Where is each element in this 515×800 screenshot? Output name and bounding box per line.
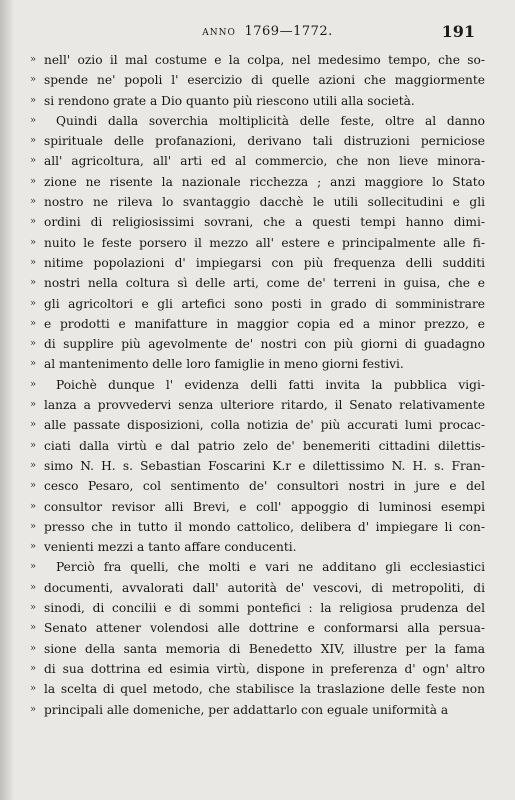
guillemet-mark: » xyxy=(30,500,37,512)
guillemet-mark: » xyxy=(30,581,37,593)
guillemet-mark: » xyxy=(30,54,37,65)
guillemet-mark: » xyxy=(30,459,37,471)
guillemet-mark: » xyxy=(30,94,37,106)
guillemet-mark: » xyxy=(30,114,37,126)
line-text: si rendono grate a Dio quanto più riescono utili alla società. xyxy=(44,93,415,108)
guillemet-mark: » xyxy=(30,703,37,715)
line-text: alle passate disposizioni, colla notizia de' più accurati lumi procac- xyxy=(44,418,485,433)
running-title-years: 1769—1772. xyxy=(244,24,333,39)
text-line xyxy=(30,172,485,192)
text-line xyxy=(30,131,485,151)
line-text: nuito le feste porsero il mezzo all' estere e principalmente alle fi- xyxy=(44,235,485,250)
text-line xyxy=(30,253,485,273)
text-line xyxy=(30,456,485,476)
text-line xyxy=(30,111,485,131)
guillemet-mark: » xyxy=(30,480,37,492)
running-title-anno: ANNO xyxy=(202,28,236,38)
line-text: principali alle domeniche, per addattarlo con eguale uniformità a xyxy=(44,702,449,717)
line-text: nell' ozio il mal costume e la colpa, nel medesimo tempo, che so- xyxy=(44,53,485,67)
line-text: sinodi, di concilii e di sommi pontefici : la religiosa prudenza del xyxy=(44,601,485,616)
line-text: sione della santa memoria di Benedetto XIV, illustre per la fama xyxy=(44,641,485,656)
text-line xyxy=(30,395,485,415)
guillemet-mark: » xyxy=(30,74,37,86)
guillemet-mark: » xyxy=(30,622,37,634)
text-line xyxy=(30,70,485,90)
line-text: Quindi dalla soverchia moltiplicità delle feste, oltre al danno xyxy=(56,113,485,128)
text-line xyxy=(30,314,485,334)
guillemet-mark: » xyxy=(30,297,37,309)
guillemet-mark: » xyxy=(30,155,37,167)
text-line xyxy=(30,557,485,577)
line-text: Senato attener volendosi alle dottrine e conformarsi alla persua- xyxy=(44,621,485,636)
text-line xyxy=(30,659,485,679)
text-line xyxy=(30,415,485,435)
text-line xyxy=(30,151,485,171)
line-text: al mantenimento delle loro famiglie in meno giorni festivi. xyxy=(44,357,404,372)
text-line xyxy=(30,212,485,232)
line-text: lanza a provvedervi senza ulteriore ritardo, il Senato relativamente xyxy=(44,398,485,413)
line-text: zione ne risente la nazionale ricchezza ; anzi maggiore lo Stato xyxy=(44,174,485,189)
guillemet-mark: » xyxy=(30,419,37,431)
line-text: ordini di religiosissimi sovrani, che a questi tempi hanno dimi- xyxy=(44,215,485,230)
guillemet-mark: » xyxy=(30,602,37,614)
guillemet-mark: » xyxy=(30,378,37,390)
line-text: di sua dottrina ed esimia virtù, dispone in preferenza d' ogn' altro xyxy=(44,661,485,676)
guillemet-mark: » xyxy=(30,196,37,208)
page-number: 191 xyxy=(441,22,475,41)
text-line xyxy=(30,598,485,618)
page-body-text xyxy=(30,50,485,720)
line-text: documenti, avvalorati dall' autorità de' vescovi, di metropoliti, di xyxy=(44,580,485,595)
line-text: Perciò fra quelli, che molti e vari ne additano gli ecclesiastici xyxy=(56,560,485,575)
page-header xyxy=(60,22,475,44)
line-text: spirituale delle profanazioni, derivano tali distruzioni perniciose xyxy=(44,134,485,149)
text-line xyxy=(30,578,485,598)
text-line xyxy=(30,294,485,314)
line-text: all' agricoltura, all' arti ed al commercio, che non lieve minora- xyxy=(44,154,485,169)
text-line xyxy=(30,497,485,517)
text-line xyxy=(30,375,485,395)
text-line xyxy=(30,334,485,354)
guillemet-mark: » xyxy=(30,175,37,187)
guillemet-mark: » xyxy=(30,541,37,553)
line-text: la scelta di quel metodo, che stabilisce la traslazione delle feste non xyxy=(44,682,485,697)
running-title xyxy=(60,24,475,39)
text-line xyxy=(30,354,485,374)
line-text: cesco Pesaro, col sentimento de' consultori nostri in jure e del xyxy=(44,479,485,494)
line-text: simo N. H. s. Sebastian Foscarini K.r e dilettissimo N. H. s. Fran- xyxy=(44,458,485,473)
guillemet-mark: » xyxy=(30,358,37,370)
guillemet-mark: » xyxy=(30,236,37,248)
guillemet-mark: » xyxy=(30,561,37,573)
guillemet-mark: » xyxy=(30,642,37,654)
text-line xyxy=(30,639,485,659)
guillemet-mark: » xyxy=(30,338,37,350)
line-text: gli agricoltori e gli artefici sono posti in grado di somministrare xyxy=(44,296,485,311)
guillemet-mark: » xyxy=(30,277,37,289)
line-text: ciati dalla virtù e dal patrio zelo de' benemeriti cittadini dilettis- xyxy=(44,438,485,453)
guillemet-mark: » xyxy=(30,683,37,695)
guillemet-mark: » xyxy=(30,135,37,147)
line-text: spende ne' popoli l' esercizio di quelle azioni che maggiormente xyxy=(44,73,485,88)
line-text: venienti mezzi a tanto affare conducenti. xyxy=(44,540,297,555)
line-text: nostri nella coltura sì delle arti, come de' terreni in guisa, che e xyxy=(44,276,485,291)
spine-shadow xyxy=(0,0,14,800)
line-text: Poichè dunque l' evidenza delli fatti invita la pubblica vigi- xyxy=(56,377,485,392)
text-line xyxy=(30,50,485,70)
guillemet-mark: » xyxy=(30,662,37,674)
text-line xyxy=(30,436,485,456)
text-line xyxy=(30,273,485,293)
line-text: nostro ne rileva lo svantaggio dacchè le utili sollecitudini e gli xyxy=(44,195,485,210)
text-line xyxy=(30,233,485,253)
line-text: presso che in tutto il mondo cattolico, delibera d' impiegare li con- xyxy=(44,519,485,534)
text-line xyxy=(30,91,485,111)
line-text: e prodotti e manifatture in maggior copia ed a minor prezzo, e xyxy=(44,316,485,331)
line-text: di supplire più agevolmente de' nostri con più giorni di guadagno xyxy=(44,337,485,352)
guillemet-mark: » xyxy=(30,439,37,451)
text-line xyxy=(30,679,485,699)
line-text: nitime popolazioni d' impiegarsi con più frequenza delli sudditi xyxy=(44,255,485,270)
guillemet-mark: » xyxy=(30,216,37,228)
guillemet-mark: » xyxy=(30,317,37,329)
line-text: consultor revisor alli Brevi, e coll' appoggio di luminosi esempi xyxy=(44,499,485,514)
text-line xyxy=(30,700,485,720)
text-line xyxy=(30,517,485,537)
text-line xyxy=(30,618,485,638)
text-line xyxy=(30,192,485,212)
text-line xyxy=(30,537,485,557)
guillemet-mark: » xyxy=(30,256,37,268)
text-line xyxy=(30,476,485,496)
guillemet-mark: » xyxy=(30,399,37,411)
guillemet-mark: » xyxy=(30,520,37,532)
